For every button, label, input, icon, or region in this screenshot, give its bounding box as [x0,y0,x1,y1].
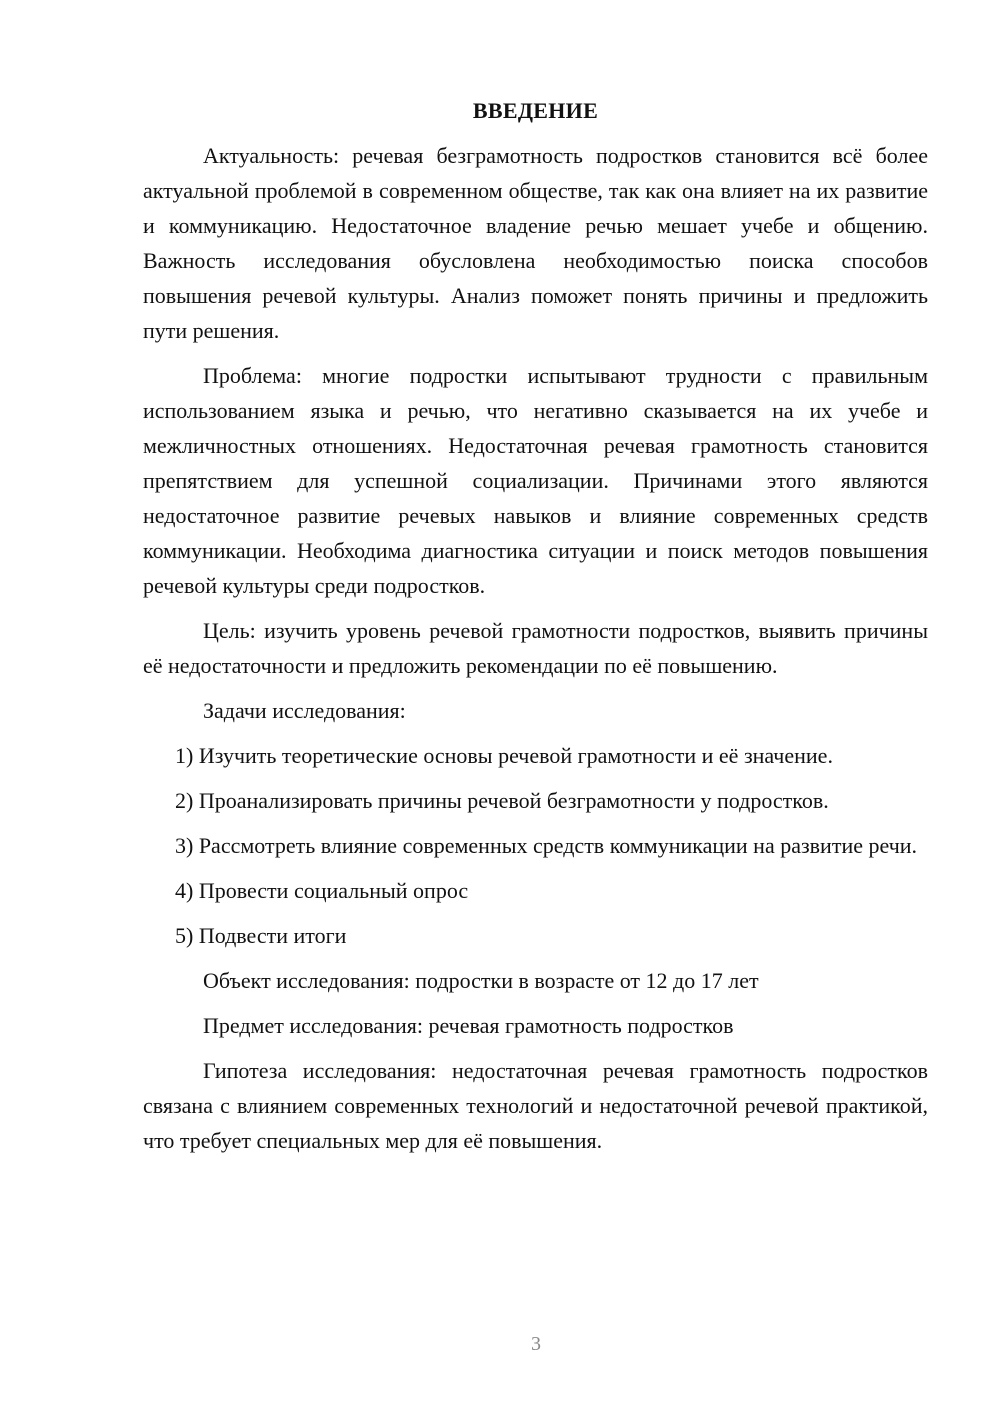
task-item: 4) Провести социальный опрос [175,878,469,903]
object-paragraph: Объект исследования: подростки в возрасте от 12 до 17 лет [203,968,759,993]
relevance-paragraph: Актуальность: речевая безграмотность подростков становится всё более актуальной проблемой в современном обществе, так как она влияет на их развитие и коммуникацию. Недостаточное владение речью мешает учебе и общению. Важность исследования обусловлена необходимостью поиска способов повышения речевой культуры. Анализ поможет понять причины и предложить пути решения. [143,143,928,343]
tasks-heading: Задачи исследования: [203,698,406,723]
task-item: 5) Подвести итоги [175,923,347,948]
page-number: 3 [531,1333,541,1355]
problem-paragraph: Проблема: многие подростки испытывают трудности с правильным использованием языка и речью, что негативно сказывается на их учебе и межличностных отношениях. Недостаточная речевая грамотность становится препятствием для успешной социализации. Причинами этого являются недостаточное развитие речевых навыков и влияние современных средств коммуникации. Необходима диагностика ситуации и поиск методов повышения речевой культуры среди подростков. [143,363,928,598]
page-title: ВВЕДЕНИЕ [472,98,599,123]
task-item: 3) Рассмотреть влияние современных средств коммуникации на развитие речи. [175,833,918,858]
task-item: 2) Проанализировать причины речевой безграмотности у подростков. [175,788,829,813]
subject-paragraph: Предмет исследования: речевая грамотность подростков [203,1013,734,1038]
hypothesis-paragraph: Гипотеза исследования: недостаточная речевая грамотность подростков связана с влиянием современных технологий и недостаточной речевой практикой, что требует специальных мер для её повышения. [143,1058,928,1153]
page-content [143,96,928,1168]
task-item: 1) Изучить теоретические основы речевой грамотности и её значение. [175,743,833,768]
goal-paragraph: Цель: изучить уровень речевой грамотности подростков, выявить причины её недостаточности и предложить рекомендации по её повышению. [143,618,928,678]
